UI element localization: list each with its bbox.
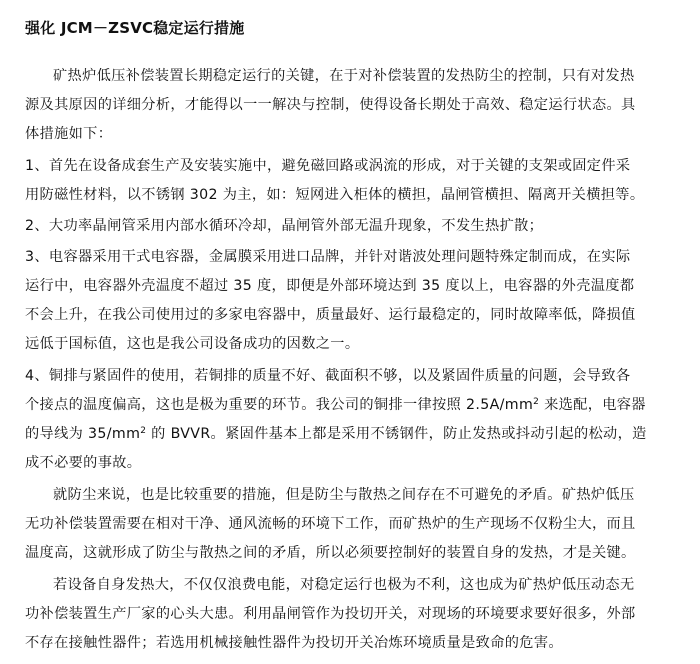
paragraph-line: 无功补偿装置需要在相对干净、通风流畅的环境下工作，而矿热炉的生产现场不仅粉尘大，而且 — [25, 516, 636, 532]
line-text: 的导线为 35/mm — [25, 426, 141, 442]
list-item-line: 4、铜排与紧固件的使用，若铜排的质量不好、截面积不够，以及紧固件质量的问题，会导致各 — [25, 368, 631, 384]
list-item-line: 运行中，电容器外壳温度不超过 35 度，即便是外部环境达到 35 度以上，电容器的外壳温度都 — [25, 278, 635, 294]
paragraph-line: 体措施如下： — [25, 126, 113, 142]
superscript: 2 — [140, 426, 147, 436]
page-title: 强化 JCM－ZSVC稳定运行措施 — [25, 19, 245, 37]
paragraph-line: 功补偿装置生产厂家的心头大患。利用晶闸管作为投切开关，对现场的环境要求要好很多，外部 — [25, 606, 636, 622]
list-item-line: 成不必要的事故。 — [25, 455, 142, 471]
list-item-line: 不会上升，在我公司使用过的多家电容器中，质量最好、运行最稳定的，同时故障率低，降损值 — [25, 307, 636, 323]
list-item-line — [25, 394, 646, 414]
paragraph-line: 矿热炉低压补偿装置长期稳定运行的关键，在于对补偿装置的发热防尘的控制，只有对发热 — [53, 68, 635, 84]
list-item-line: 1、首先在设备成套生产及安装实施中，避免磁回路或涡流的形成，对于关键的支架或固定件采 — [25, 158, 631, 174]
paragraph-line: 源及其原因的详细分析，才能得以一一解决与控制，使得设备长期处于高效、稳定运行状态。具 — [25, 97, 636, 113]
list-item-line: 2、大功率晶闸管采用内部水循环冷却，晶闸管外部无温升现象，不发生热扩散； — [25, 218, 544, 234]
list-item-line: 远低于国标值，这也是我公司设备成功的因数之一。 — [25, 336, 360, 352]
list-item-line: 用防磁性材料，以不锈钢 302 为主，如：短网进入柜体的横担，晶闸管横担、隔离开关横担等。 — [25, 187, 645, 203]
line-text: 个接点的温度偏高，这也是极为重要的环节。我公司的铜排一律按照 2.5A/mm — [25, 397, 534, 413]
paragraph-line: 温度高，这就形成了防尘与散热之间的矛盾，所以必须要控制好的装置自身的发热，才是关键。 — [25, 545, 636, 561]
paragraph-line: 若设备自身发热大，不仅仅浪费电能，对稳定运行也极为不利，这也成为矿热炉低压动态无 — [53, 577, 635, 593]
line-text: 的 BVVR。紧固件基本上都是采用不锈钢件，防止发热或抖动引起的松动，造 — [146, 426, 647, 442]
superscript: 2 — [533, 397, 540, 407]
paragraph-line: 就防尘来说，也是比较重要的措施，但是防尘与散热之间存在不可避免的矛盾。矿热炉低压 — [53, 487, 635, 503]
list-item-line: 3、电容器采用干式电容器，金属膜采用进口品牌，并针对谐波处理问题特殊定制而成，在实际 — [25, 249, 631, 265]
paragraph-line: 不存在接触性器件；若选用机械接触性器件为投切开关冶炼环境质量是致命的危害。 — [25, 635, 563, 651]
list-item-line — [25, 423, 647, 443]
line-text: 来选配，电容器 — [539, 397, 646, 413]
